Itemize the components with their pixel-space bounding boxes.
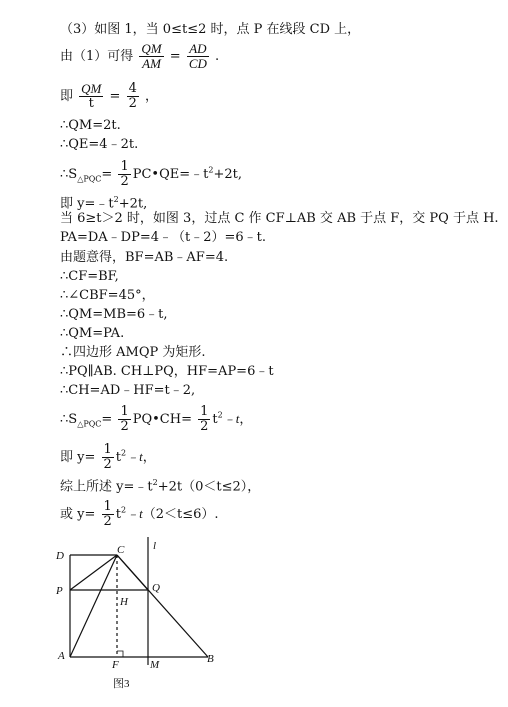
fraction-numerator: 1 bbox=[120, 404, 129, 419]
line-19-prefix: 即 y= bbox=[60, 450, 96, 465]
exponent: 2 bbox=[217, 410, 223, 420]
equals-sign: = bbox=[101, 412, 113, 427]
label-c: C bbox=[117, 544, 125, 556]
segment-cp bbox=[70, 555, 117, 590]
line-20-prefix: 综上所述 y=﹣t bbox=[60, 479, 153, 495]
line-21-minus-t: ﹣t bbox=[126, 506, 143, 521]
solution-line-2 bbox=[60, 42, 219, 71]
line-7-tail: +2t, bbox=[118, 196, 148, 212]
label-a: A bbox=[58, 650, 65, 662]
exponent: 2 bbox=[208, 165, 214, 175]
fraction-numerator: 4 bbox=[128, 81, 137, 96]
line-21-prefix: 或 y= bbox=[60, 507, 96, 522]
solution-line-4: ∴QM=2t. bbox=[60, 118, 121, 133]
solution-line-13: ∴QM=MB=6﹣t, bbox=[60, 307, 168, 322]
solution-line-9: PA=DA﹣DP=4﹣（t﹣2）=6﹣t. bbox=[60, 230, 266, 245]
fraction-denominator: 2 bbox=[120, 174, 129, 189]
solution-line-3 bbox=[60, 82, 158, 111]
solution-line-11: ∴CF=BF, bbox=[60, 269, 119, 284]
label-l: l bbox=[153, 540, 157, 552]
label-q: Q bbox=[152, 582, 160, 594]
line-6-tail: +2t, bbox=[213, 167, 242, 182]
fraction-1-2 bbox=[102, 443, 114, 472]
geometry-figure-3 bbox=[50, 535, 270, 700]
exponent: 2 bbox=[152, 478, 158, 487]
solution-line-20 bbox=[60, 475, 260, 495]
fraction-numerator: 1 bbox=[103, 499, 112, 514]
exponent: 2 bbox=[121, 505, 127, 515]
solution-line-18 bbox=[60, 405, 252, 434]
solution-line-15: ∴四边形 AMQP 为矩形. bbox=[60, 345, 206, 360]
line-20-tail: +2t（0＜t≤2）， bbox=[157, 479, 261, 495]
solution-line-7 bbox=[60, 192, 147, 212]
fraction-numerator: QM bbox=[141, 41, 162, 56]
solution-line-10: 由题意得，BF=AB﹣AF=4. bbox=[60, 250, 229, 265]
exponent: 2 bbox=[121, 448, 127, 458]
segment-ca bbox=[70, 555, 117, 657]
line-19-t: t bbox=[115, 450, 122, 465]
fraction-qm-am bbox=[139, 42, 163, 71]
fraction-denominator: 2 bbox=[103, 457, 112, 472]
fraction-denominator: CD bbox=[188, 56, 207, 71]
solution-line-5: ∴QE=4﹣2t. bbox=[60, 137, 139, 152]
fraction-denominator: 2 bbox=[120, 419, 129, 434]
solution-line-12: ∴∠CBF=45°， bbox=[60, 288, 155, 303]
fraction-qm-t bbox=[79, 82, 103, 111]
fraction-1-2 bbox=[198, 405, 210, 434]
label-p: P bbox=[56, 585, 63, 597]
fraction-1-2 bbox=[102, 500, 114, 529]
area-subscript: △PQC bbox=[77, 419, 102, 429]
fraction-4-2 bbox=[127, 82, 139, 111]
line-3-prefix: 即 bbox=[60, 89, 74, 104]
line-7-prefix: 即 y=﹣t bbox=[60, 196, 114, 212]
label-d: D bbox=[56, 550, 64, 562]
line-6-expression: PC•QE=﹣t bbox=[132, 167, 209, 182]
line-18-minus-t: ﹣t bbox=[222, 411, 240, 426]
fraction-numerator: 1 bbox=[103, 442, 112, 457]
area-subscript: △PQC bbox=[77, 174, 102, 184]
label-h: H bbox=[120, 596, 128, 608]
fraction-numerator: 1 bbox=[120, 159, 129, 174]
fraction-denominator: 2 bbox=[103, 514, 112, 529]
line-18-middle: PQ•CH= bbox=[132, 412, 192, 427]
line-18-prefix: ∴S bbox=[60, 412, 78, 427]
line-18-t: t bbox=[212, 412, 218, 427]
line-19-minus-t: ﹣t bbox=[126, 449, 143, 464]
solution-line-8: 当 6≥t＞2 时，如图 3，过点 C 作 CF⊥AB 交 AB 于点 F，交 PQ 于点 H. bbox=[60, 211, 499, 226]
line-19-tail: ， bbox=[142, 450, 156, 465]
fraction-numerator: 1 bbox=[200, 404, 209, 419]
fraction-1-2 bbox=[118, 160, 130, 189]
fraction-denominator: 2 bbox=[128, 96, 137, 111]
line-2-prefix: 由（1）可得 bbox=[60, 49, 134, 64]
equals-sign: = bbox=[101, 167, 113, 182]
label-f: F bbox=[112, 659, 119, 671]
figure-caption: 图3 bbox=[113, 678, 130, 690]
label-b: B bbox=[207, 653, 214, 665]
solution-line-21 bbox=[60, 500, 219, 529]
solution-line-17: ∴CH=AD﹣HF=t﹣2, bbox=[60, 383, 196, 398]
line-3-suffix: ， bbox=[144, 89, 158, 104]
solution-line-6 bbox=[60, 160, 242, 189]
solution-line-14: ∴QM=PA. bbox=[60, 326, 125, 341]
line-6-prefix: ∴S bbox=[60, 167, 78, 182]
equals-sign: = bbox=[109, 89, 121, 104]
line-21-t: t bbox=[115, 507, 122, 522]
fraction-denominator: AM bbox=[142, 56, 161, 71]
solution-line-19 bbox=[60, 443, 156, 472]
equals-sign: = bbox=[169, 49, 181, 64]
line-2-suffix: . bbox=[215, 49, 220, 64]
solution-line-1: （3）如图 1，当 0≤t≤2 时，点 P 在线段 CD 上， bbox=[60, 22, 361, 37]
fraction-numerator: AD bbox=[187, 42, 209, 57]
fraction-ad-cd bbox=[187, 42, 209, 71]
segment-cq bbox=[117, 555, 148, 590]
fraction-denominator: t bbox=[88, 96, 94, 111]
label-m: M bbox=[150, 659, 160, 671]
right-angle-f bbox=[117, 651, 123, 657]
exponent: 2 bbox=[113, 195, 119, 204]
solution-line-16: ∴PQ∥AB. CH⊥PQ，HF=AP=6﹣t bbox=[60, 364, 274, 379]
fraction-numerator: QM bbox=[81, 81, 102, 96]
fraction-denominator: 2 bbox=[200, 419, 209, 434]
line-21-tail: （2＜t≤6）. bbox=[142, 507, 219, 522]
fraction-1-2 bbox=[118, 405, 130, 434]
line-18-tail: ， bbox=[239, 412, 253, 427]
